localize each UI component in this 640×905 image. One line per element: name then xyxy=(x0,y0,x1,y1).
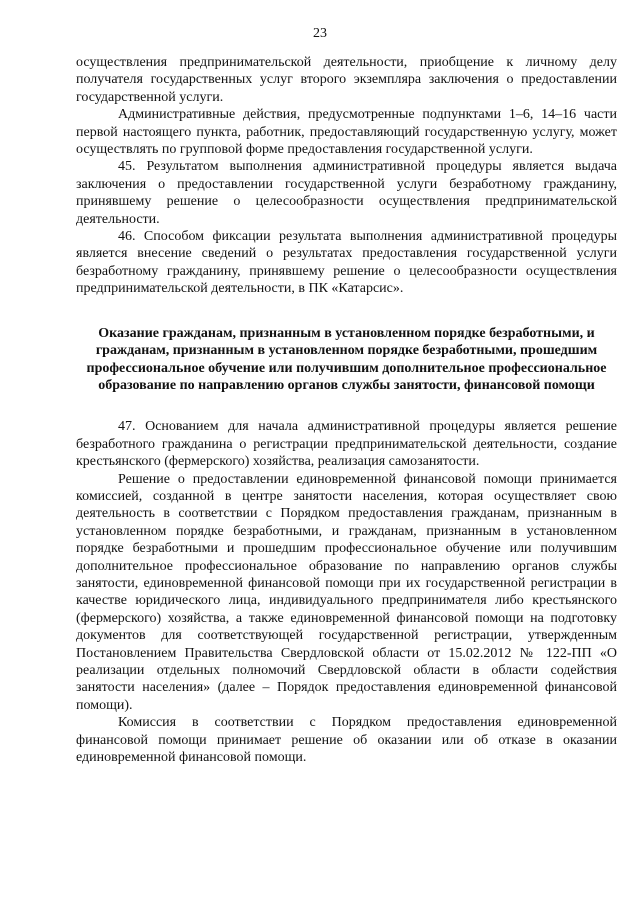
paragraph-46: 46. Способом фиксации результата выполнения административной процедуры является внесение сведений о результатах предоставления государственной услуги безработному гражданину, принявшему решение о целесообразности осуществления предпринимательской деятельности, в ПК «Катарсис». xyxy=(76,229,617,297)
paragraph-decision: Решение о предоставлении единовременной финансовой помощи принимается комиссией, созданной в центре занятости населения, которая осуществляет свою деятельность в соответствии с Порядком предоставления гражданам, признанным в установленном порядке безработными, и гражданам, признанным в установленном порядке безработными и прошедшим профессиональное обучение или получившим дополнительное профессиональное образование по направлению органов службы занятости, единовременной финансовой помощи при их государственной регистрации в качестве юридического лица, индивидуального предпринимателя либо крестьянского (фермерского) хозяйства, а также единовременной финансовой помощи на подготовку документов для соответствующей государственной регистрации, утвержденным Постановлением Правительства Свердловской области от 15.02.2012 № 122-ПП «О реализации отдельных полномочий Свердловской области в области содействия занятости населения» (далее – Порядок предоставления единовременной финансовой помощи). xyxy=(76,471,617,713)
paragraph-45: 45. Результатом выполнения административной процедуры является выдача заключения о предоставлении государственной услуги безработному гражданину, принявшему решение о целесообразности осуществления предпринимательской деятельности. xyxy=(76,159,617,227)
document-body xyxy=(76,54,617,766)
section-heading: Оказание гражданам, признанным в установленном порядке безработными, и гражданам, признанным в установленном порядке безработными, прошедшим профессиональное обучение или получившим дополнительное профессиональное образование по направлению органов службы занятости, финансовой помощи xyxy=(86,325,607,393)
paragraph-commission: Комиссия в соответствии с Порядком предоставления единовременной финансовой помощи принимает решение об оказании или об отказе в оказании единовременной финансовой помощи. xyxy=(76,715,617,766)
paragraph-continuation: осуществления предпринимательской деятельности, приобщение к личному делу получателя государственных услуг второго экземпляра заключения о предоставлении государственной услуги. xyxy=(76,55,617,105)
paragraph-47: 47. Основанием для начала административной процедуры является решение безработного гражданина о регистрации предпринимательской деятельности, создание крестьянского (фермерского) хозяйства, реализация самозанятости. xyxy=(76,419,617,470)
paragraph-admin-actions: Административные действия, предусмотренные подпунктами 1–6, 14–16 части первой настоящего пункта, работник, предоставляющий государственную услугу, может осуществлять по групповой форме предоставления государственной услуги. xyxy=(76,107,617,158)
page-number: 23 xyxy=(313,26,327,41)
